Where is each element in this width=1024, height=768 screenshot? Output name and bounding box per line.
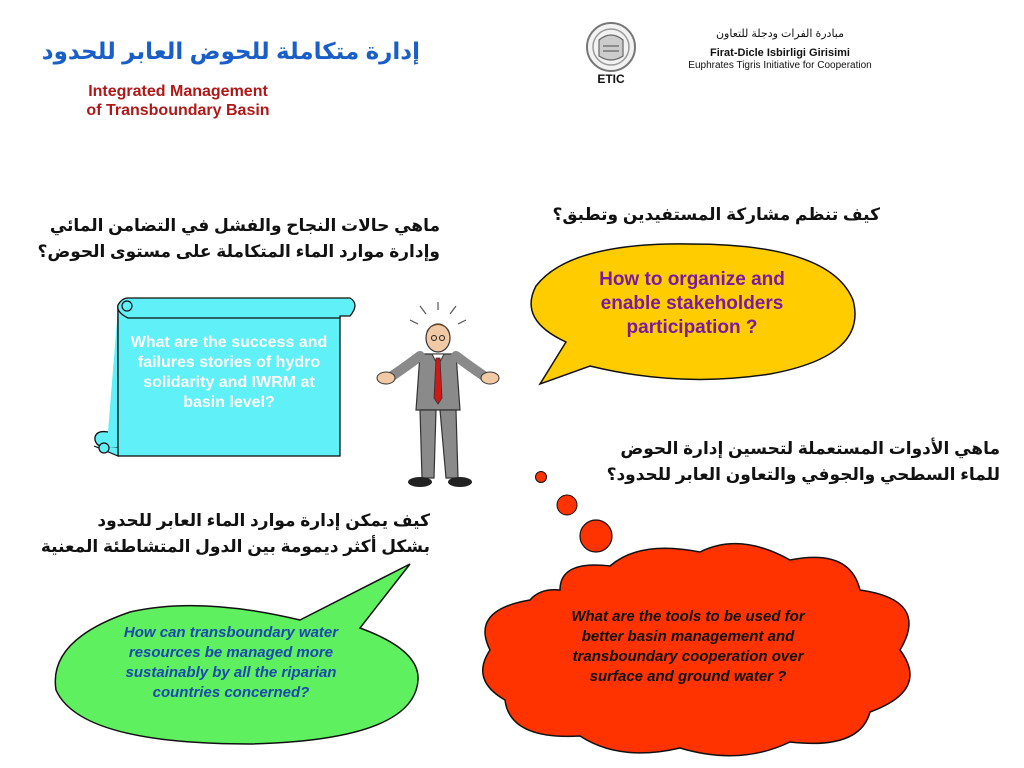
question-sustainability-arabic-line2: بشكل أكثر ديمومة بين الدول المتشاطئة المعنية xyxy=(40,537,430,556)
question-sustainability-arabic-line1: كيف يمكن إدارة موارد الماء العابر للحدود xyxy=(97,511,430,530)
question-sustainability-english: How can transboundary water resources be managed more sustainably by all the riparian countries concerned? xyxy=(123,624,339,701)
etic-logo-icon xyxy=(587,23,635,71)
org-name-english: Euphrates Tigris Initiative for Cooperation xyxy=(688,60,872,71)
org-name-turkish: Firat-Dicle Isbirligi Girisimi xyxy=(710,47,850,59)
question-tools-arabic-line2: للماء السطحي والجوفي والتعاون العابر للحدود؟ xyxy=(606,465,1000,484)
question-success-arabic-line1: ماهي حالات النجاح والفشل في التضامن المائي xyxy=(49,216,440,235)
logo-label: ETIC xyxy=(597,72,625,86)
question-tools-arabic-line1: ماهي الأدوات المستعملة لتحسين إدارة الحوض xyxy=(620,439,1000,458)
question-sustainability-arabic xyxy=(0,508,430,560)
page-title-arabic: إدارة متكاملة للحوض العابر للحدود xyxy=(41,38,420,64)
question-stakeholders-arabic: كيف تنظم مشاركة المستفيدين وتطبق؟ xyxy=(552,205,880,224)
question-stakeholders-english: How to organize and enable stakeholders participation ? xyxy=(599,269,785,338)
question-tools-arabic xyxy=(545,436,1000,488)
title-english-line2: of Transboundary Basin xyxy=(86,102,270,119)
confused-man-figure xyxy=(377,302,499,487)
question-success-arabic xyxy=(0,213,440,265)
question-tools-english: What are the tools to be used for better basin management and transboundary cooperation over surface and ground water ? xyxy=(571,608,805,685)
question-success-arabic-line2: وإدارة موارد الماء المتكاملة على مستوى الحوض؟ xyxy=(37,242,440,261)
page-title-english xyxy=(60,82,296,120)
org-name-arabic: مبادرة الفرات ودجلة للتعاون xyxy=(715,28,845,40)
title-english-line1: Integrated Management xyxy=(88,83,268,100)
question-success-english: What are the success and failures stories of hydro solidarity and IWRM at basin level? xyxy=(130,334,328,411)
